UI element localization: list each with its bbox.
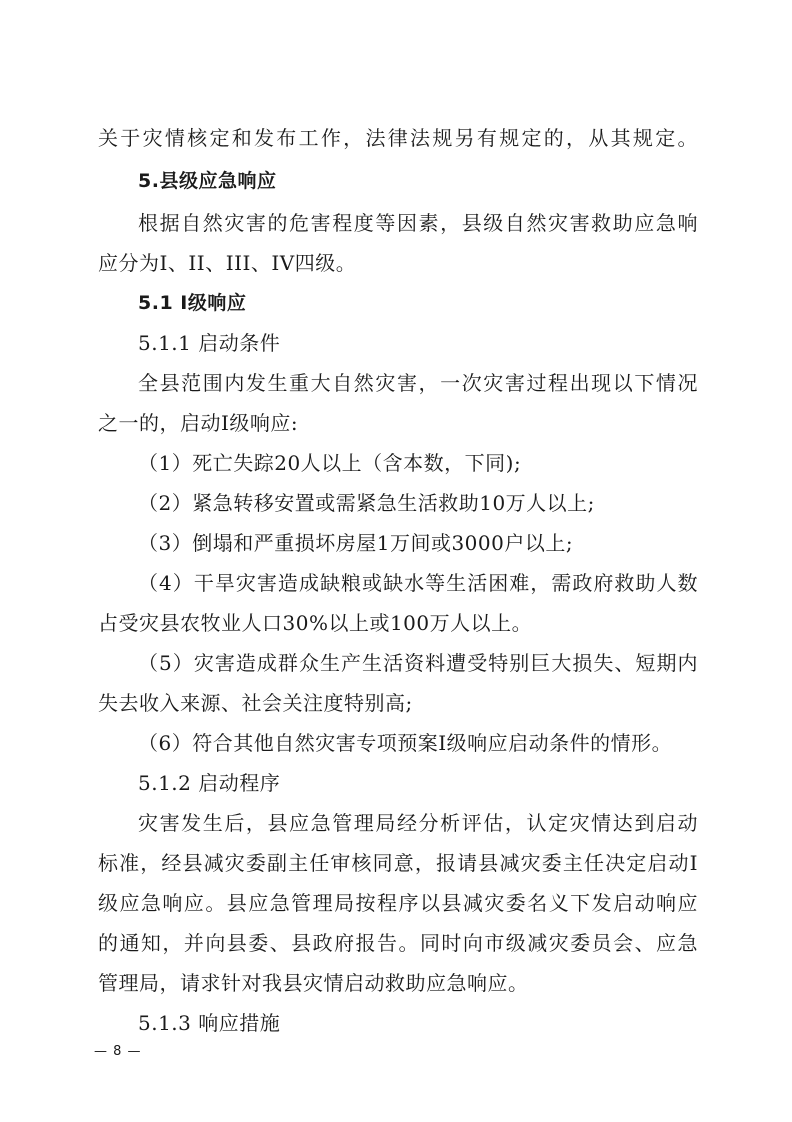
list-item: （1）死亡失踪20人以上（含本数，下同); <box>138 451 522 475</box>
paragraph-line: 管理局，请求针对我县灾情启动救助应急响应。 <box>98 971 529 995</box>
subsection-heading: 5.1 Ⅰ级响应 <box>138 292 247 314</box>
paragraph-line: 应分为Ⅰ、II、III、IV四级。 <box>98 251 357 275</box>
list-item: （4）干旱灾害造成缺粮或缺水等生活困难，需政府救助人数 <box>138 571 698 595</box>
paragraph-line: 级应急响应。县应急管理局按程序以县减灾委名义下发启动响应 <box>98 891 698 915</box>
list-item: （5）灾害造成群众生产生活资料遭受特别巨大损失、短期内 <box>138 651 698 675</box>
subsection-heading: 5.1.3 响应措施 <box>138 1011 281 1035</box>
paragraph-line: 之一的，启动Ⅰ级响应: <box>98 411 299 435</box>
paragraph-line: 灾害发生后，县应急管理局经分析评估，认定灾情达到启动 <box>138 811 698 835</box>
paragraph-line: 的通知，并向县委、县政府报告。同时向市级减灾委员会、应急 <box>98 931 698 955</box>
list-item-continuation: 占受灾县农牧业人口30%以上或100万人以上。 <box>98 611 533 635</box>
list-item: （2）紧急转移安置或需紧急生活救助10万人以上; <box>138 491 595 515</box>
list-item: （6）符合其他自然灾害专项预案Ⅰ级响应启动条件的情形。 <box>138 731 673 755</box>
subsection-heading: 5.1.1 启动条件 <box>138 331 281 355</box>
page-number: — 8 — <box>94 1044 142 1059</box>
paragraph-line: 关于灾情核定和发布工作，法律法规另有规定的，从其规定。 <box>98 126 698 150</box>
paragraph-line: 标准，经县减灾委副主任审核同意，报请县减灾委主任决定启动Ⅰ <box>98 851 698 875</box>
list-item: （3）倒塌和严重损坏房屋1万间或3000户以上; <box>138 531 574 555</box>
list-item-continuation: 失去收入来源、社会关注度特别高; <box>98 691 413 715</box>
subsection-heading: 5.1.2 启动程序 <box>138 771 281 795</box>
section-heading: 5.县级应急响应 <box>138 170 277 192</box>
paragraph-line: 全县范围内发生重大自然灾害，一次灾害过程出现以下情况 <box>138 371 698 395</box>
paragraph-line: 根据自然灾害的危害程度等因素，县级自然灾害救助应急响 <box>138 211 698 235</box>
